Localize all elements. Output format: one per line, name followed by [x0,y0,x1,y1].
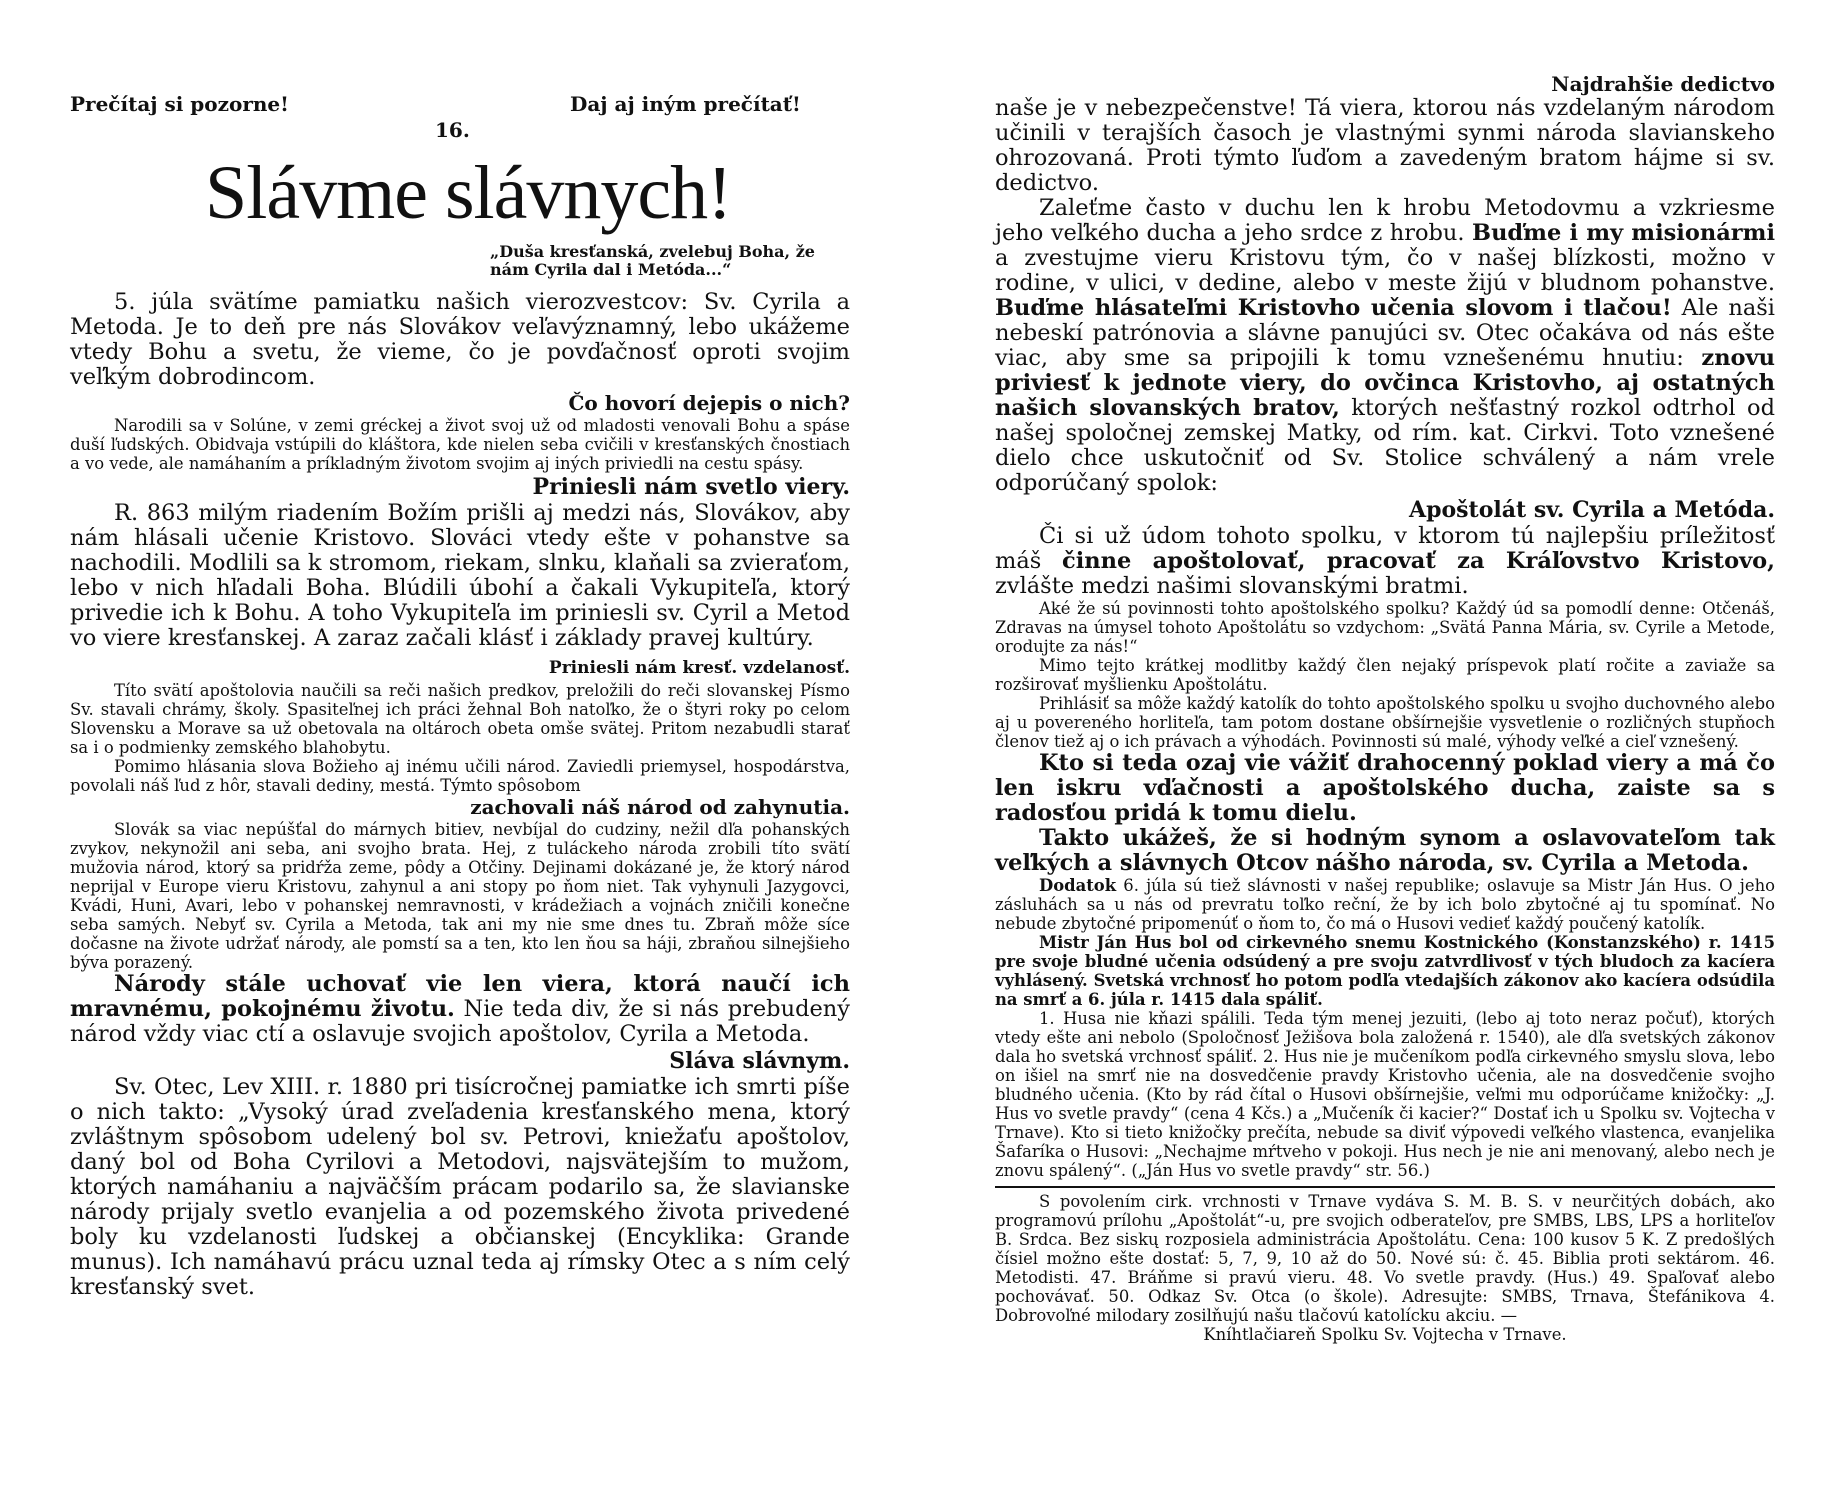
missionaries-paragraph [995,196,1775,496]
heading-glory: Sláva slávnym. [669,1048,850,1074]
issue-number: 16. [435,118,470,142]
missionaries-c: a zvestujme vieru Kristovu tým, čo v našej blízkosti, možno v rodine, v ulici, v dedine, alebo v meste žijú v bludnom pohanstve. [995,245,1775,296]
industry-paragraph: Pomimo hlásania slova Božieho aj inému učili národ. Zaviedli priemysel, hospodárstva, povolali náš ľud z hôr, stavali dediny, mestá. Týmto spôsobom [70,757,850,795]
heading-education: Priniesli nám kresť. vzdelanosť. [548,658,850,678]
imprint-paragraph: S povolením cirk. vrchnosti v Trnave vydáva S. M. B. S. v neurčitých dobách, ako programovú prílohu „Apoštolát“-u, pre svojich odberateľov, pre SMBS, LBS, LPS a horliteľov B. Srdca. Bez siskų rozposiela administrácia Apoštolátu. Cena: 100 kusov 5 K. Z predošlých čísiel možno ešte dostať: 5, 7, 9, 10 až do 50. Nové sú: č. 45. Biblia proti sektárom. 46. Metodisti. 47. Bráňme si pravú vieru. 48. Vo svetle pravdy. (Hus.) 49. Spaľovať alebo pochovávať. 50. Odkaz Sv. Otca (o škole). Adresujte: SMBS, Trnava, Štefánikova 4. Dobrovoľné milodary zosilňujú našu tlačovú katolícku akciu. — [995,1192,1775,1325]
member-paragraph [995,524,1775,599]
encyclical-paragraph: Sv. Otec, Lev XIII. r. 1880 pri tisícročnej pamiatke ich smrti píše o nich takto: „Vysoký úrad zveľadenia kresťanského mena, ktorý zvláštnym spôsobom udelený bol sv. Petrovi, kniežaťu apoštolov, daný bol od Boha Cyrilovi a Metodovi, najsvätejším to mužom, ktorých namáhaniu a najväčším prácam podarilo sa, že slavianske národy prijaly svetlo evanjelia a od pozemského života privedené boly ku vzdelanosti ľudskej a občianskej (Encyklika: Grande munus). Ich namáhavú prácu uznal teda aj rímsky Otec a s ním celý kresťanský svet. [70,1074,850,1300]
heading-history: Čo hovorí dejepis o nich? [568,391,850,415]
missionaries-f: znovu priviesť k jednote viery, do ovčinca Kristovho, aj ostatných našich slovanských bratov, [995,345,1775,421]
light-paragraph: R. 863 milým riadením Božím prišli aj medzi nás, Slovákov, aby nám hlásali učenie Kristovo. Slováci vtedy ešte v pohanstve sa nachodili. Modlili sa k stromom, riekam, slnku, klaňali sa zvieraťom, lebo v nich hľadali Boha. Blúdili úbohí a čakali Vykupiteľa, ktorý privedie ich k Bohu. A toho Vykupiteľa im priniesli sv. Cyril a Metod vo viere kresťanskej. A zaraz začali klásť i základy pravej kultúry. [70,500,850,651]
right-body [995,96,1775,1344]
header-right: Daj aj iným prečítať! [570,92,801,116]
faith-bold: Národy stále uchovať vie len viera, ktorá naučí ich mravnému, pokojnému životu. [70,971,850,1022]
motto-text: „Duša kresťanská, zvelebuj Boha, že nám Cyrila dal i Metóda...“ [490,242,815,279]
treasure-paragraph: Kto si teda ozaj vie vážiť drahocenný poklad viery a má čo len iskru vďačnosti a apoštolského ducha, zaiste sa s radosťou pridá k tomu dielu. [995,750,1775,826]
history-paragraph: Narodili sa v Solúne, v zemi gréckej a život svoj už od mladosti venovali Bohu a spáse duší ľudských. Obidvaja vstúpili do kláštora, kde nielen seba cvičili v kresťanských čnostiach a vo vede, ale namáhaním a príkladným životom svojim aj iných priviedli na cestu spásy. [70,416,850,473]
nations-paragraph: Slovák sa viac nepúšťal do márnych bitiev, nevbíjal do cudziny, nežil dľa pohanských zvykov, nekynožil ani seba, ani svojho brata. Hej, z tuláckeho národa zrobili títo svätí mužovia národ, ktorý sa pridŕža zeme, pôdy a Otčiny. Dejinami dokázané je, že ktorý národ neprijal v Europe vieru Kristovu, zahynul a ani stopy po ňom niet. Tak vyhynuli Jazygovci, Kvádi, Huni, Avari, lebo v pohanskej nemravnosti, v krádežiach a vojnách zničili konečne seba samých. Nebyť sv. Cyrila a Metoda, tak ani my nie sme dnes tu. Zbraň môže síce dočasne na živote udržať národy, ale pomstí sa a ten, kto len ňou sa háji, zbraňou silnejšieho býva porazený. [70,820,850,972]
faith-paragraph [70,972,850,1047]
heading-apostolate: Apoštolát sv. Cyrila a Metóda. [1409,497,1775,523]
addendum-label: Dodatok [1039,876,1117,895]
missionaries-e: Ale naši nebeskí patrónovia a slávne panujúci sv. Otec očakáva od nás ešte viac, aby sme sa pripojili k tomu vznešenému hnutiu: [995,295,1775,371]
worthy-paragraph: Takto ukážeš, že si hodným synom a oslavovateľom tak veľkých a slávnych Otcov nášho národa, sv. Cyrila a Metoda. [995,825,1775,876]
contribution-paragraph: Mimo tejto krátkej modlitby každý člen nejaký príspevok platí ročite a zaviaže sa rozširovať myšlienku Apoštolátu. [995,656,1775,694]
member-a: Či si už údom tohoto spolku, v ktorom tú najlepšiu príležitosť máš [995,523,1775,574]
member-b: činne apoštolovať, pracovať za Kráľovstvo Kristovo, [1062,548,1775,574]
education-paragraph: Títo svätí apoštolovia naučili sa reči našich predkov, preložili do reči slovanskej Písmo Sv. stavali chrámy, školy. Spasiteľnej ich práci žehnal Boh natoľko, že o štyri roky po celom Slovensku a Morave sa už obetovala na oltároch obeta omše svätej. Pritom nezabudli starať sa i o podmienky zemského blahobytu. [70,681,850,757]
hus-paragraph: Mistr Ján Hus bol od cirkevného snemu Kostnického (Konstanzského) r. 1415 pre svoje bludné učenia odsúdený a pre svoju zatvrdlivosť v tých bludoch za kacíera vyhlásený. Svetská vrchnosť ho potom podľa vtedajších zákonov ako kacíera odsúdila na smrť a 6. júla r. 1415 dala spáliť. [995,933,1775,1009]
missionaries-a: Zaleťme často v duchu len k hrobu Metodovmu a vzkriesme jeho veľkého ducha a jeho srdce z hrobu. [995,195,1775,246]
addendum-paragraph [995,876,1775,933]
intro-paragraph: 5. júla svätíme pamiatku našich vierozvestcov: Sv. Cyrila a Metoda. Je to deň pre nás Slovákov veľavýznamný, lebo ukážeme vtedy Bohu a svetu, že vieme, čo je povďačnosť oproti svojim veľkým dobrodincom. [70,289,850,390]
printer-line: Kníhtlačiareň Spolku Sv. Vojtecha v Trnave. [1203,1325,1567,1344]
heading-light-of-faith: Priniesli nám svetlo viery. [532,474,850,500]
divider-rule [995,1186,1775,1188]
right-header: Najdrahšie dedictvo [1551,72,1775,96]
page-title: Slávme slávnych! [205,151,732,235]
addendum-text: 6. júla sú tiež slávnosti v našej republike; oslavuje sa Mistr Ján Hus. O jeho zásluhách sa u nás od prevratu toľko reční, že by ich bolo zbytočné aj tu spomínať. No nebude zbytočné pripomenúť o ňom to, čo má o Husovi vedieť každý poučený katolík. [995,876,1775,933]
faith-rest: Nie teda div, že si nás prebudený národ vždy viac ctí a oslavuje svojich apoštolov, Cyrila a Metoda. [70,996,850,1047]
join-paragraph: Prihlásiť sa môže každý katolík do tohto apoštolského spolku u svojho duchovného alebo aj u povereného horliteľa, tam potom dostane obšírnejšie vysvetlenie o rozličných stupňoch členov tiež aj o ich právach a výhodách. Povinnosti sú malé, výhody veľké a cieľ vznešený. [995,694,1775,751]
motto [490,243,850,279]
member-c: zvlášte medzi našimi slovanskými bratmi. [995,573,1469,599]
left-body [70,290,850,1300]
header-left: Prečítaj si pozorne! [70,92,289,116]
missionaries-g: ktorých nešťastný rozkol odtrhol od našej spoločnej zemskej Matky, od rím. kat. Cirkvi. Toto vznešené dielo chce uskutočniť od Sv. Stolice schválený a nám vrele odporúčaný spolok: [995,395,1775,496]
hus-points-paragraph: 1. Husa nie kňazi spálili. Teda tým menej jezuiti, (lebo aj toto neraz počuť), ktorých vtedy ešte ani nebolo (Spoločnosť Ježišova bola založená r. 1540), ale dľa svetských zákonov dala ho svetská vrchnosť spáliť. 2. Hus nie je mučeníkom podľa cirkevného smyslu slova, lebo on išiel na smrť nie na dosvedčenie pravdy Kristovho učenia, ale na dosvedčenie svojho bludného učenia. (Kto by rád čítal o Husovi obšírnejšie, veľmi mu odporúčame knižočky: „J. Hus vo svetle pravdy“ (cena 4 Kčs.) a „Mučeník či kacier?“ Dostať ich u Spolku sv. Vojtecha v Trnave). Kto si tieto knižočky prečíta, nebude sa diviť výpovedi veľkého vlastenca, evanjelika Šafaríka o Husovi: „Nechajme mŕtveho v pokoji. Hus nech je nie ani menovaný, alebo nech je znovu spálený“. („Ján Hus vo svetle pravdy“ str. 56.) [995,1009,1775,1180]
duties-paragraph: Aké že sú povinnosti tohto apoštolského spolku? Každý úd sa pomodlí denne: Otčenáš, Zdravas na úmysel tohoto Apoštolátu so vzdychom: „Svätá Panna Mária, sv. Cyrile a Metode, orodujte za nás!“ [995,599,1775,656]
heritage-paragraph: naše je v nebezpečenstve! Tá viera, ktorou nás vzdelaným národom učinili v terajších časoch je vlastnými synmi národa slavianskeho ohrozovaná. Proti týmto ľuďom a zavedeným bratom hájme si sv. dedictvo. [995,95,1775,196]
missionaries-b: Buďme i my misionármi [1472,220,1775,246]
missionaries-d: Buďme hlásateľmi Kristovho učenia slovom i tlačou! [995,295,1672,321]
heading-preserved: zachovali náš národ od zahynutia. [470,795,850,819]
